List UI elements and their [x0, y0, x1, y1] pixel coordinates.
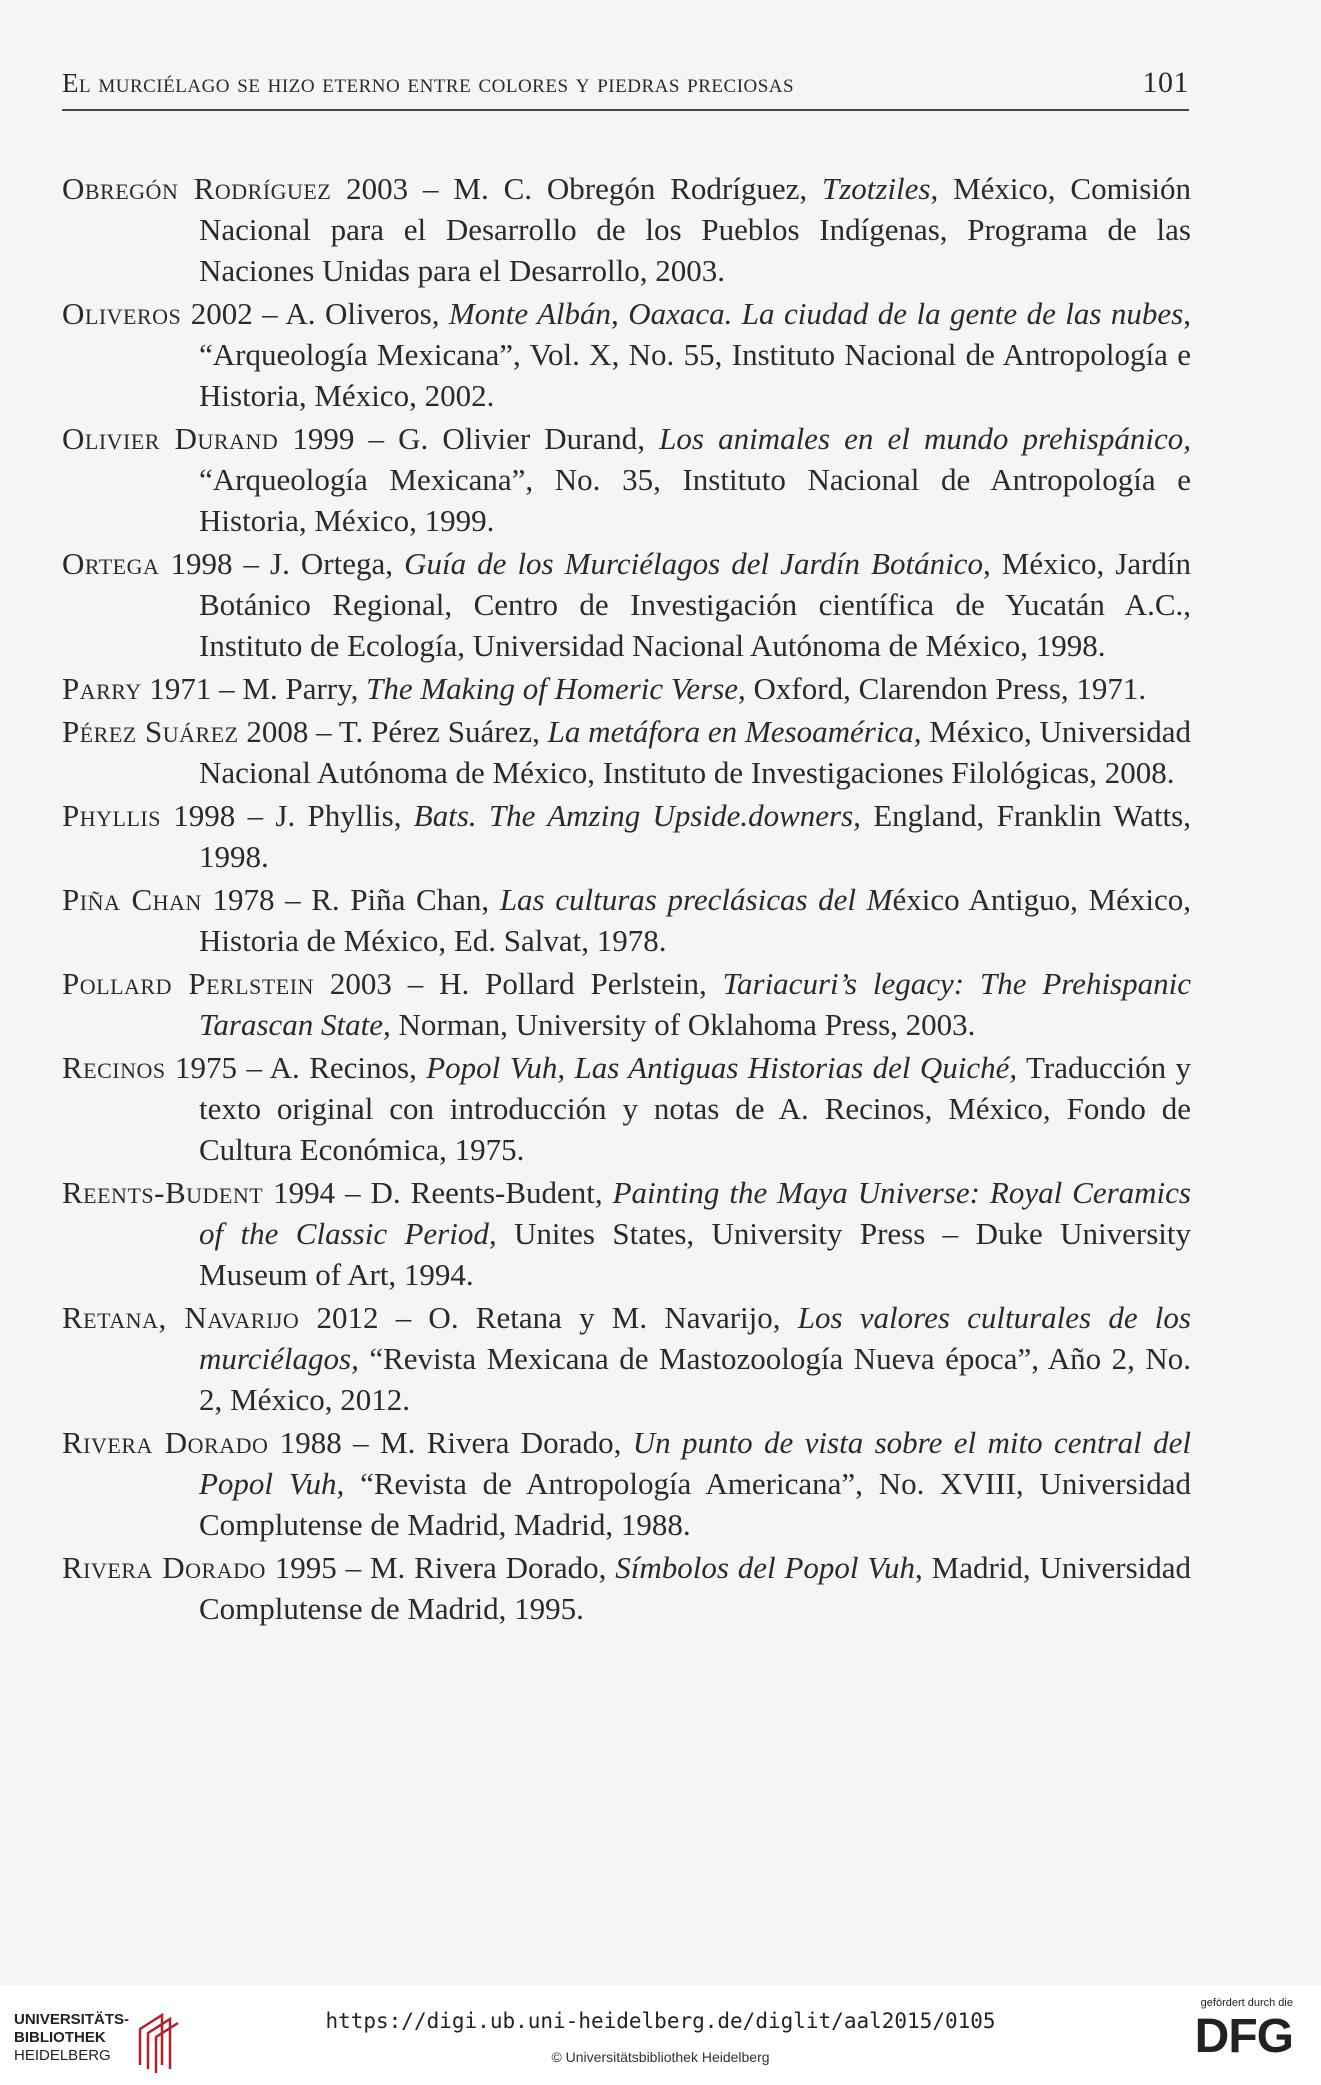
bibliography-entry [62, 795, 1191, 877]
bibliography-entry [62, 1047, 1191, 1170]
entry-title: Bats. The Amzing Upside.downers, [413, 798, 861, 833]
permalink-url[interactable]: https://digi.ub.uni-heidelberg.de/diglit/aal2015/0105 [325, 2009, 996, 2033]
entry-text: 1998 – J. Phyllis, [160, 798, 414, 833]
entry-author: Pérez Suárez [62, 714, 239, 749]
entry-author: Phyllis [62, 798, 161, 833]
entry-details: Norman, University of Oklahoma Press, 2003. [390, 1007, 976, 1042]
entry-text: 1999 – G. Olivier Durand, [278, 421, 660, 456]
entry-text: 1995 – M. Rivera Dorado, [265, 1550, 616, 1585]
bibliography-entry [62, 1422, 1191, 1545]
bibliography-entry [62, 963, 1191, 1045]
entry-details: éxico Antiguo, México, Historia de México, Ed. Salvat, 1978. [199, 882, 1191, 958]
bibliography-entry [62, 293, 1191, 416]
dfg-logo[interactable] [1153, 1997, 1293, 2063]
bibliography-entry [62, 668, 1191, 709]
entry-title: Monte Albán, Oaxaca. La ciudad de la gente de las nubes [448, 296, 1184, 331]
entry-title: Painting the Maya Universe: Royal Ceramics of the Classic Period, [199, 1175, 1191, 1251]
bibliography-entry [62, 1172, 1191, 1295]
entry-title: Símbolos del Popol Vuh [615, 1550, 916, 1585]
entry-text: 1975 – A. Recinos, [165, 1050, 427, 1085]
entry-title: Tzotziles [821, 171, 931, 206]
entry-author: Parry [62, 671, 142, 706]
bibliography-entry [62, 711, 1191, 793]
entry-author: Piña Chan [62, 882, 202, 917]
entry-author: Rivera Dorado [62, 1550, 266, 1585]
entry-text: 2012 – O. Retana y M. Navarijo, [299, 1300, 798, 1335]
page-number: 101 [1142, 66, 1189, 99]
entry-title: Las culturas preclásicas del M [499, 882, 893, 917]
entry-details: “Revista de Antropología Americana”, No. XVIII, Universidad Complutense de Madrid, Madrid, 1988. [199, 1466, 1192, 1542]
header-rule [62, 109, 1189, 111]
library-name-line3: HEIDELBERG [14, 2047, 111, 2064]
entry-details: Oxford, Clarendon Press, 1971. [745, 671, 1147, 706]
entry-text: 1998 – J. Ortega, [159, 546, 405, 581]
entry-details: México, Universidad Nacional Autónoma de México, Instituto de Investigaciones Filológicas, 2008. [199, 714, 1192, 790]
bibliography-entry [62, 1297, 1191, 1420]
library-name-line1: UNIVERSITÄTS- [14, 2011, 130, 2028]
entry-details: Traducción y texto original con introducción y notas de A. Recinos, México, Fondo de Cultura Económica, 1975. [199, 1050, 1191, 1167]
entry-details: “Revista Mexicana de Mastozoología Nueva época”, Año 2, No. 2, México, 2012. [199, 1341, 1191, 1417]
entry-text: 2008 – T. Pérez Suárez, [238, 714, 548, 749]
entry-text: 1971 – M. Parry, [141, 671, 367, 706]
entry-details: , “Arqueología Mexicana”, Vol. X, No. 55, Instituto Nacional de Antropología e Historia, México, 2002. [199, 296, 1191, 413]
entry-details: , Madrid, Universidad Complutense de Madrid, 1995. [199, 1550, 1192, 1626]
entry-author: Reents-Budent [62, 1175, 264, 1210]
entry-author: Pollard Perlstein [62, 966, 314, 1001]
bibliography-entry [62, 168, 1191, 291]
entry-text: 2002 – A. Oliveros, [181, 296, 449, 331]
bibliography-list [62, 168, 1191, 1631]
bibliography-entry [62, 879, 1191, 961]
bibliography-entry [62, 543, 1191, 666]
entry-title: La metáfora en Mesoamérica, [547, 714, 922, 749]
entry-text: 1978 – R. Piña Chan, [201, 882, 500, 917]
entry-details: England, Franklin Watts, 1998. [199, 798, 1191, 874]
entry-details: Unites States, University Press – Duke University Museum of Art, 1994. [199, 1216, 1191, 1292]
funder-note: gefördert durch die [1200, 1997, 1293, 2009]
copyright-notice: © Universitätsbibliothek Heidelberg [551, 2049, 770, 2065]
entry-title: Los valores culturales de los murciélagos, [199, 1300, 1191, 1376]
library-name-line2: BIBLIOTHEK [14, 2029, 106, 2046]
entry-details: , México, Comisión Nacional para el Desarrollo de los Pueblos Indígenas, Programa de las Naciones Unidas para el Desarrollo, 2003. [199, 171, 1191, 288]
entry-details: “Arqueología Mexicana”, No. 35, Instituto Nacional de Antropología e Historia, México, 1999. [199, 462, 1191, 538]
entry-author: Recinos [62, 1050, 166, 1085]
entry-details: , México, Jardín Botánico Regional, Centro de Investigación científica de Yucatán A.C., Instituto de Ecología, Universidad Nacional Autónoma de México, 1998. [199, 546, 1192, 663]
entry-title: The Making of Homeric Verse, [366, 671, 746, 706]
bibliography-entry [62, 418, 1191, 541]
entry-title: Popol Vuh, Las Antiguas Historias del Quiché, [426, 1050, 1018, 1085]
entry-title: Tariacuri’s legacy: The Prehispanic Tarascan State, [199, 966, 1191, 1042]
entry-title: Guía de los Murciélagos del Jardín Botánico [404, 546, 983, 581]
entry-author: Olivier Durand [62, 421, 279, 456]
entry-title: Un punto de vista sobre el mito central del Popol Vuh, [199, 1425, 1191, 1501]
entry-author: Obregón Rodríguez [62, 171, 332, 206]
dfg-wordmark: DFG [1194, 2010, 1293, 2063]
digitization-footer [0, 1985, 1321, 2085]
entry-text: 2003 – M. C. Obregón Rodríguez, [331, 171, 822, 206]
running-title: El murciélago se hizo eterno entre colores y piedras preciosas [62, 68, 795, 98]
entry-author: Rivera Dorado [62, 1425, 269, 1460]
running-head [62, 66, 1189, 100]
entry-author: Ortega [62, 546, 160, 581]
entry-text: 2003 – H. Pollard Perlstein, [313, 966, 723, 1001]
entry-text: 1988 – M. Rivera Dorado, [268, 1425, 633, 1460]
entry-title: Los animales en el mundo prehispánico, [659, 421, 1191, 456]
entry-text: 1994 – D. Reents-Budent, [263, 1175, 613, 1210]
bibliography-entry [62, 1547, 1191, 1629]
entry-author: Oliveros [62, 296, 182, 331]
entry-author: Retana, Navarijo [62, 1300, 300, 1335]
